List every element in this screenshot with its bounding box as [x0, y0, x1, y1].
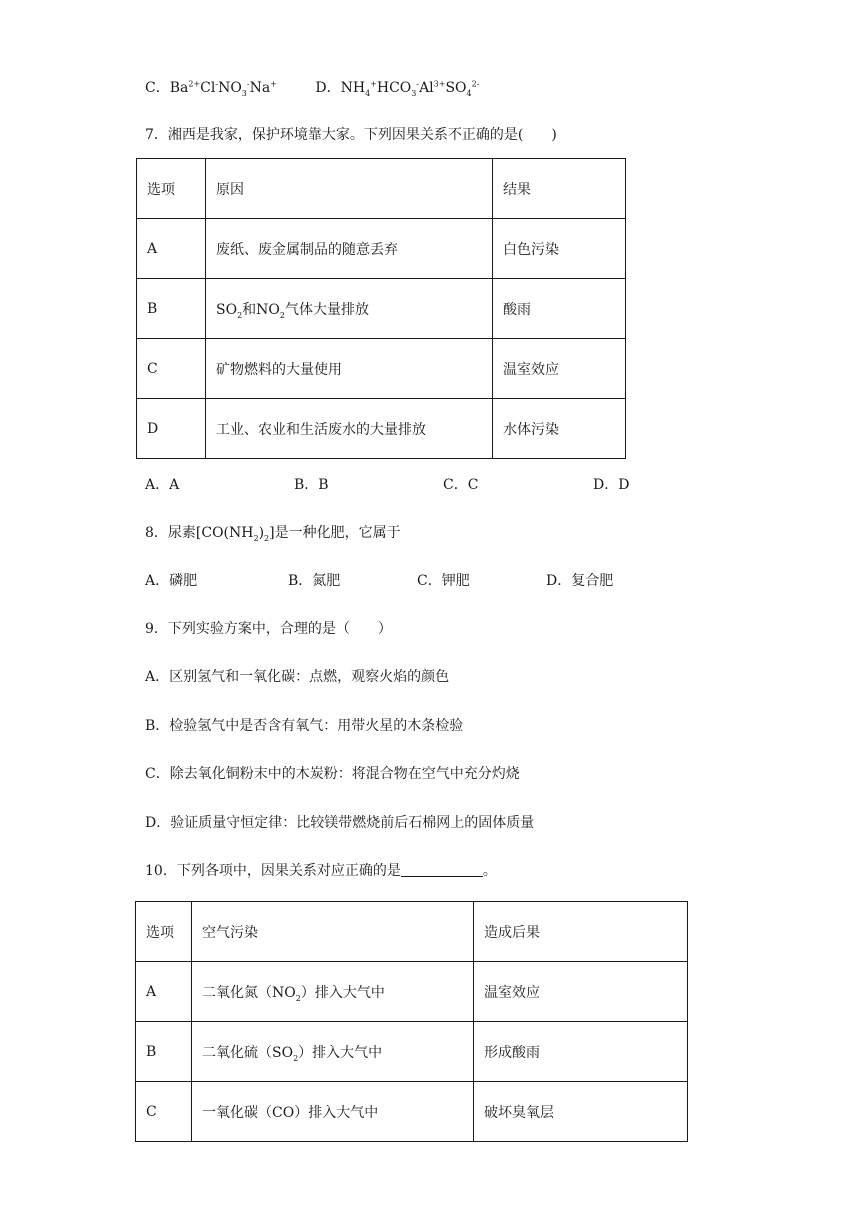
q7-option-c[interactable]: C．C: [443, 477, 479, 493]
table-header-cell: 空气污染: [192, 902, 474, 962]
q9-option-b[interactable]: B．检验氢气中是否含有氧气：用带火星的木条检验: [145, 718, 464, 734]
table-cell-effect: 温室效应: [474, 962, 688, 1022]
q6-options-line: [145, 78, 479, 98]
table-cell-effect: 破坏臭氧层: [474, 1082, 688, 1142]
q7-stem: 7．湘西是我家，保护环境靠大家。下列因果关系不正确的是( ): [145, 127, 557, 143]
table-cell-cause: 工业、农业和生活废水的大量排放: [206, 399, 493, 459]
table-cell-effect: 形成酸雨: [474, 1022, 688, 1082]
q8-option-b[interactable]: B．氮肥: [288, 573, 341, 589]
q6-option-c[interactable]: C．$Ba^{2+}Cl^-NO_3^-Na^+$: [145, 79, 277, 98]
answer-blank[interactable]: [401, 862, 483, 877]
table-row: [137, 279, 626, 339]
table-cell-option: B: [136, 1022, 192, 1082]
table-cell-pollution: 二氧化硫$(SO_2)$排入大气中: [192, 1022, 474, 1082]
table-row: [137, 399, 626, 459]
table-cell-effect: 水体污染: [493, 399, 626, 459]
q8-stem: 8．尿素$[CO(NH_2)_2]$是一种化肥，它属于: [145, 525, 401, 543]
table-row: [136, 1022, 688, 1082]
q9-option-a[interactable]: A．区别氢气和一氧化碳：点燃，观察火焰的颜色: [145, 669, 450, 685]
table-cell-cause: 矿物燃料的大量使用: [206, 339, 493, 399]
table-header-cell: 原因: [206, 159, 493, 219]
q10-stem: 10．下列各项中，因果关系对应正确的是 。: [145, 863, 497, 879]
table-cell-effect: 酸雨: [493, 279, 626, 339]
table-cell-pollution: 一氧化碳（CO）排入大气中: [192, 1082, 474, 1142]
q6-option-d[interactable]: D．$NH_4^+HCO_3^-Al^{3+}SO_4^{2-}$: [315, 79, 480, 98]
table-header-row: [137, 159, 626, 219]
q10-table: [135, 901, 688, 1142]
table-header-cell: 选项: [136, 902, 192, 962]
q7-option-b[interactable]: B．B: [294, 477, 329, 493]
table-header-cell: 结果: [493, 159, 626, 219]
table-cell-option: C: [136, 1082, 192, 1142]
q7-option-a[interactable]: A．A: [145, 477, 180, 493]
table-cell-pollution: 二氧化氮$(NO_2)$排入大气中: [192, 962, 474, 1022]
table-row: [137, 219, 626, 279]
table-header-cell: 选项: [137, 159, 206, 219]
table-header-row: [136, 902, 688, 962]
q9-stem: 9．下列实验方案中，合理的是（ ）: [145, 621, 392, 637]
table-row: [136, 962, 688, 1022]
table-row: [137, 339, 626, 399]
table-header-cell: 造成后果: [474, 902, 688, 962]
table-cell-option: A: [136, 962, 192, 1022]
table-cell-option: A: [137, 219, 206, 279]
q7-table: [136, 158, 626, 459]
table-cell-cause: 废纸、废金属制品的随意丢弃: [206, 219, 493, 279]
table-cell-option: D: [137, 399, 206, 459]
table-cell-effect: 温室效应: [493, 339, 626, 399]
q7-option-d[interactable]: D．D: [593, 477, 630, 493]
table-cell-effect: 白色污染: [493, 219, 626, 279]
table-cell-cause: $SO_2$和$NO_2$气体大量排放: [206, 279, 493, 339]
q8-option-c[interactable]: C．钾肥: [417, 573, 470, 589]
table-cell-option: B: [137, 279, 206, 339]
q8-option-d[interactable]: D．复合肥: [546, 573, 614, 589]
table-cell-option: C: [137, 339, 206, 399]
q9-option-d[interactable]: D．验证质量守恒定律：比较镁带燃烧前后石棉网上的固体质量: [145, 815, 535, 831]
q9-option-c[interactable]: C．除去氧化铜粉末中的木炭粉：将混合物在空气中充分灼烧: [145, 766, 520, 782]
q8-option-a[interactable]: A．磷肥: [145, 573, 198, 589]
table-row: [136, 1082, 688, 1142]
